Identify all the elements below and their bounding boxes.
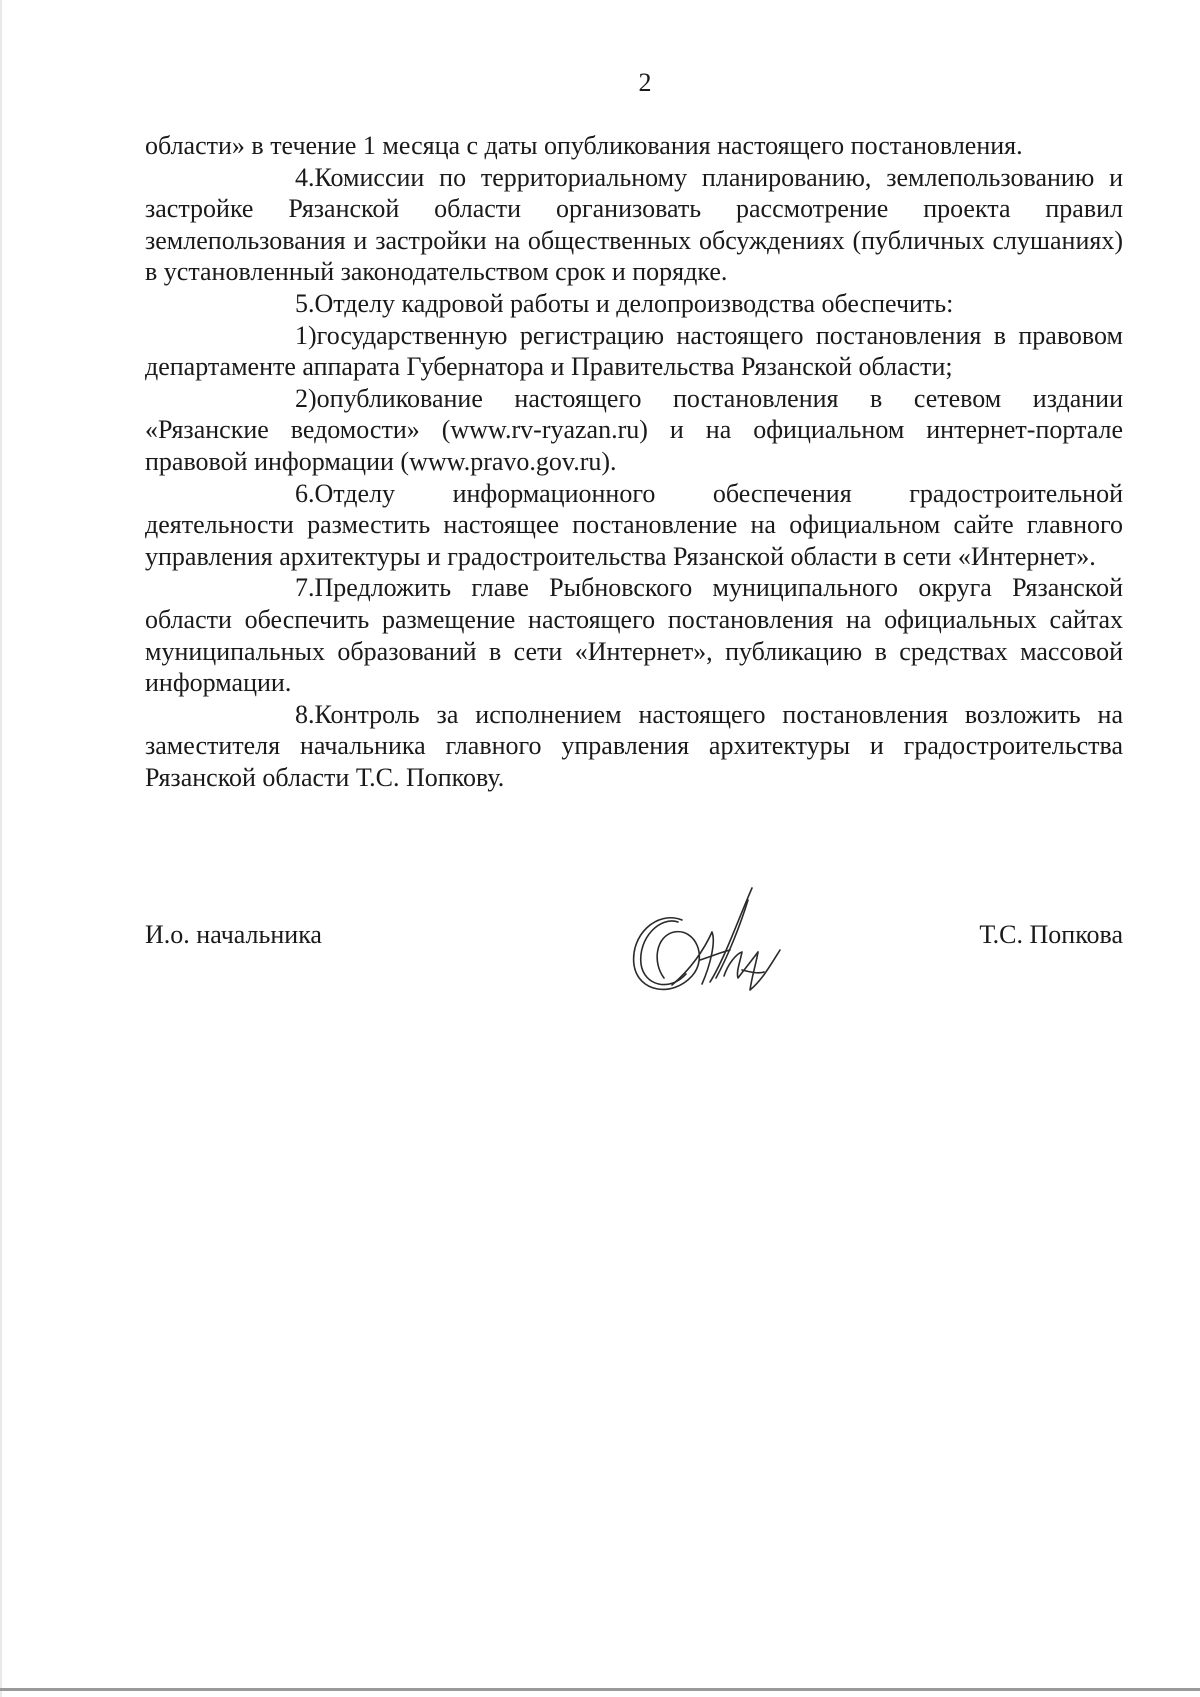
paragraph-subitem-2 xyxy=(145,383,1123,478)
paragraph-number: 2) xyxy=(295,383,317,413)
paragraph-text: области» в течение 1 месяца с даты опубликования настоящего постановления. xyxy=(145,131,1023,160)
paragraph-continuation xyxy=(145,130,1123,162)
page-number: 2 xyxy=(638,68,652,97)
paragraph-item-5 xyxy=(145,288,1123,320)
paragraph-number: 5. xyxy=(295,288,315,318)
paragraph-text: Отделу информационного обеспечения градостроительной деятельности разместить настоящее постановление на официальном сайте главного управления архитектуры и градостроительства Рязанской области в сети «Интернет». xyxy=(145,478,1123,571)
document-body xyxy=(145,130,1123,793)
paragraph-number: 4. xyxy=(295,162,315,192)
scan-bottom-line xyxy=(0,1688,1200,1691)
paragraph-text: Комиссии по территориальному планированию, землепользованию и застройке Рязанской области организовать рассмотрение проекта правил землепользования и застройки на общественных обсуждениях (публичных слушаниях) в установленный законодательством срок и порядке. xyxy=(145,162,1123,287)
paragraph-number: 8. xyxy=(295,699,315,729)
scan-edge xyxy=(0,0,2,1697)
paragraph-text: Отделу кадровой работы и делопроизводства обеспечить: xyxy=(314,288,954,318)
signer-name: Т.С. Попкова xyxy=(979,920,1123,949)
paragraph-number: 6. xyxy=(295,478,315,508)
paragraph-item-4 xyxy=(145,162,1123,288)
paragraph-item-8 xyxy=(145,699,1123,794)
paragraph-item-7 xyxy=(145,572,1123,698)
paragraph-text: Контроль за исполнением настоящего постановления возложить на заместителя начальника главного управления архитектуры и градостроительства Рязанской области Т.С. Попкову. xyxy=(145,699,1123,792)
paragraph-number: 7. xyxy=(295,573,315,603)
handwritten-signature xyxy=(612,880,802,1010)
paragraph-subitem-1 xyxy=(145,320,1123,383)
paragraph-text: государственную регистрацию настоящего постановления в правовом департаменте аппарата Губернатора и Правительства Рязанской области; xyxy=(145,320,1123,382)
paragraph-text: Предложить главе Рыбновского муниципального округа Рязанской области обеспечить размещение настоящего постановления на официальных сайтах муниципальных образований в сети «Интернет», публикацию в средствах массовой информации. xyxy=(145,573,1123,698)
paragraph-item-6 xyxy=(145,478,1123,573)
paragraph-text: опубликование настоящего постановления в сетевом издании «Рязанские ведомости» (www.rv-ryazan.ru) и на официальном интернет-портале правовой информации (www.pravo.gov.ru). xyxy=(145,383,1123,476)
signer-title: И.о. начальника xyxy=(145,920,322,949)
paragraph-number: 1) xyxy=(295,320,317,350)
